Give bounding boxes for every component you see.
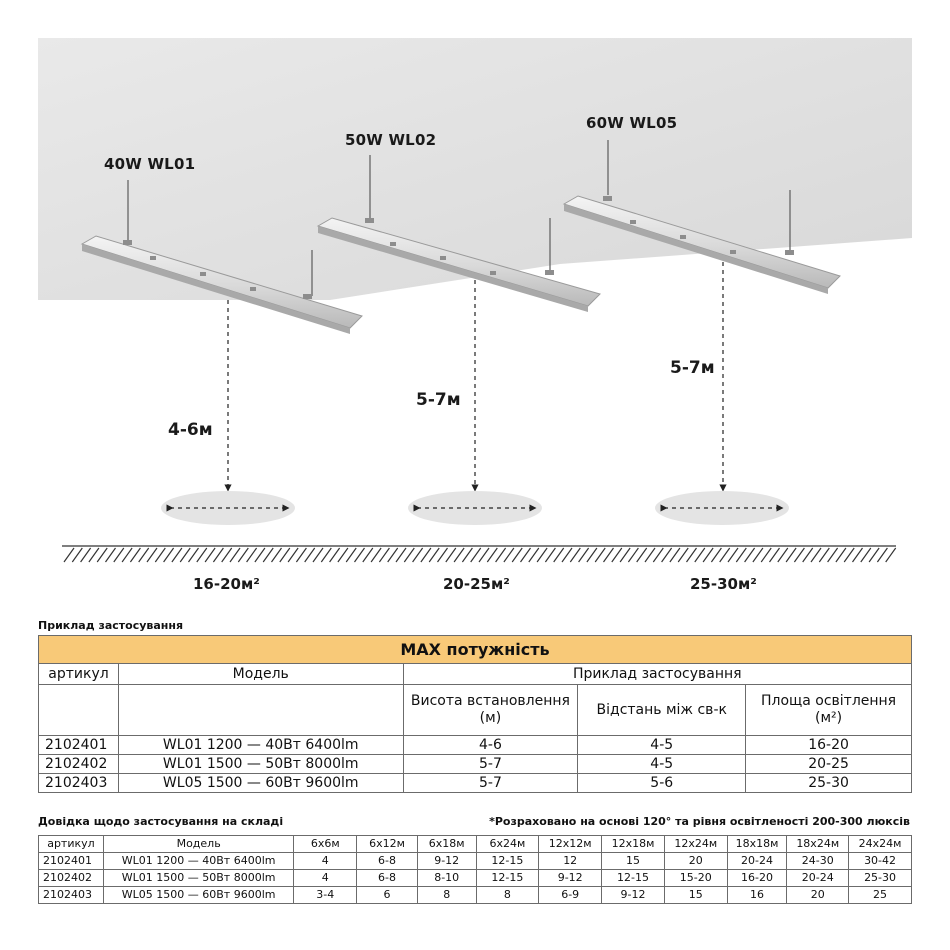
header-cell-2: 6х6м <box>294 836 357 853</box>
table-row <box>39 755 912 774</box>
floor-hatch-mark <box>122 548 132 562</box>
header-cell-9: 18х18м <box>727 836 787 853</box>
height-label-3: 5-7м <box>670 358 715 378</box>
cell-model: WL01 1500 — 50Вт 8000lm <box>118 755 403 774</box>
floor-hatch-mark <box>794 548 804 562</box>
cell-spacing: 4-5 <box>578 755 746 774</box>
cell-spacing: 5-6 <box>578 774 746 793</box>
empty-cell <box>118 685 403 736</box>
floor-hatch-mark <box>604 548 614 562</box>
cell-6: 6-9 <box>539 887 602 904</box>
height-label-1: 4-6м <box>168 420 213 440</box>
floor-hatch-mark <box>396 548 406 562</box>
table-row <box>39 887 912 904</box>
floor-hatch-mark <box>786 548 796 562</box>
table-row <box>39 774 912 793</box>
floor-hatch-mark <box>745 548 755 562</box>
floor-hatch-mark <box>645 548 655 562</box>
cell-11: 30-42 <box>849 853 912 870</box>
floor-hatch-mark <box>363 548 373 562</box>
floor-hatch-mark <box>81 548 91 562</box>
floor-hatch-mark <box>462 548 472 562</box>
floor-hatch-mark <box>620 548 630 562</box>
cell-area: 16-20 <box>746 736 912 755</box>
cell-0: 2102401 <box>39 853 104 870</box>
table-row <box>39 870 912 887</box>
floor-hatch-mark <box>828 548 838 562</box>
floor-hatch-mark <box>313 548 323 562</box>
floor-hatch-mark <box>562 548 572 562</box>
floor-hatch-mark <box>570 548 580 562</box>
table-row <box>39 853 912 870</box>
floor-hatch-mark <box>703 548 713 562</box>
area-label-1: 16-20м² <box>193 575 260 593</box>
col-model: Модель <box>118 664 403 685</box>
floor-line <box>62 546 896 562</box>
cell-spacing: 4-5 <box>578 736 746 755</box>
floor-hatch-mark <box>130 548 140 562</box>
cell-model: WL05 1500 — 60Вт 9600lm <box>118 774 403 793</box>
cell-height: 4-6 <box>403 736 578 755</box>
floor-hatch-mark <box>687 548 697 562</box>
cell-9: 20-24 <box>727 853 787 870</box>
floor-hatch-mark <box>106 548 116 562</box>
floor-hatch-mark <box>537 548 547 562</box>
cell-0: 2102402 <box>39 870 104 887</box>
floor-hatch-mark <box>213 548 223 562</box>
floor-hatch-mark <box>886 548 896 562</box>
floor-hatch-mark <box>305 548 315 562</box>
floor-hatch-mark <box>429 548 439 562</box>
cell-height: 5-7 <box>403 755 578 774</box>
floor-hatch-mark <box>487 548 497 562</box>
floor-hatch-mark <box>761 548 771 562</box>
floor-hatch-mark <box>720 548 730 562</box>
cell-10: 24-30 <box>787 853 849 870</box>
table-header-row <box>39 836 912 853</box>
header-cell-4: 6х18м <box>417 836 476 853</box>
area-label-3: 25-30м² <box>690 575 757 593</box>
floor-hatch-mark <box>89 548 99 562</box>
cell-7: 12-15 <box>602 870 665 887</box>
floor-hatch-mark <box>189 548 199 562</box>
floor-hatch-mark <box>803 548 813 562</box>
cell-2: 4 <box>294 870 357 887</box>
cell-6: 9-12 <box>539 870 602 887</box>
floor-hatch-mark <box>255 548 265 562</box>
cell-2: 4 <box>294 853 357 870</box>
cell-1: WL01 1200 — 40Вт 6400lm <box>103 853 294 870</box>
cell-article: 2102403 <box>39 774 119 793</box>
floor-hatch-mark <box>778 548 788 562</box>
floor-hatch-mark <box>819 548 829 562</box>
floor-hatch-mark <box>529 548 539 562</box>
lamp-label-1: 40W WL01 <box>104 155 196 173</box>
floor-hatch-mark <box>877 548 887 562</box>
cell-0: 2102403 <box>39 887 104 904</box>
warehouse-note: *Розраховано на основі 120° та рівня освітленості 200-300 люксів <box>489 815 910 828</box>
floor-hatch-mark <box>72 548 82 562</box>
floor-hatch-mark <box>736 548 746 562</box>
max-power-table <box>38 635 912 793</box>
floor-hatch-mark <box>512 548 522 562</box>
floor-hatch-mark <box>521 548 531 562</box>
header-cell-5: 6х24м <box>476 836 539 853</box>
cell-article: 2102401 <box>39 736 119 755</box>
floor-hatch-mark <box>853 548 863 562</box>
floor-hatch-mark <box>628 548 638 562</box>
floor-hatch-mark <box>678 548 688 562</box>
cell-8: 20 <box>664 853 727 870</box>
cell-height: 5-7 <box>403 774 578 793</box>
empty-cell <box>39 685 119 736</box>
cell-4: 8-10 <box>417 870 476 887</box>
col-application: Приклад застосування <box>403 664 912 685</box>
floor-hatch-mark <box>662 548 672 562</box>
floor-hatch-mark <box>263 548 273 562</box>
floor-hatch-mark <box>479 548 489 562</box>
floor-hatch-mark <box>97 548 107 562</box>
cell-9: 16-20 <box>727 870 787 887</box>
floor-hatch-mark <box>612 548 622 562</box>
floor-hatch-mark <box>180 548 190 562</box>
cell-5: 12-15 <box>476 870 539 887</box>
floor-hatch-mark <box>230 548 240 562</box>
floor-hatch-mark <box>446 548 456 562</box>
floor-hatch-mark <box>330 548 340 562</box>
cell-2: 3-4 <box>294 887 357 904</box>
floor-hatch-mark <box>388 548 398 562</box>
floor-hatch-mark <box>653 548 663 562</box>
floor-hatch-mark <box>844 548 854 562</box>
floor-hatch-mark <box>637 548 647 562</box>
floor-hatch-mark <box>504 548 514 562</box>
cell-4: 9-12 <box>417 853 476 870</box>
area-label-2: 20-25м² <box>443 575 510 593</box>
floor-hatch-mark <box>296 548 306 562</box>
floor-hatch-mark <box>753 548 763 562</box>
floor-hatch-mark <box>695 548 705 562</box>
cell-area: 20-25 <box>746 755 912 774</box>
cell-3: 6-8 <box>357 870 418 887</box>
lamp-label-3: 60W WL05 <box>586 114 678 132</box>
cell-10: 20-24 <box>787 870 849 887</box>
floor-hatch-mark <box>545 548 555 562</box>
col-article: артикул <box>39 664 119 685</box>
floor-hatch-mark <box>413 548 423 562</box>
header-cell-0: артикул <box>39 836 104 853</box>
floor-hatch-mark <box>869 548 879 562</box>
floor-hatch-mark <box>346 548 356 562</box>
warehouse-caption: Довідка щодо застосування на складі <box>38 815 284 828</box>
cell-8: 15-20 <box>664 870 727 887</box>
floor-hatch-mark <box>172 548 182 562</box>
col-spacing: Відстань між св-к <box>578 685 746 736</box>
col-area: Площа освітлення (м²) <box>746 685 912 736</box>
floor-hatch-mark <box>836 548 846 562</box>
cell-5: 8 <box>476 887 539 904</box>
warehouse-table <box>38 835 912 904</box>
cell-area: 25-30 <box>746 774 912 793</box>
header-cell-1: Модель <box>103 836 294 853</box>
lamp-label-2: 50W WL02 <box>345 131 437 149</box>
floor-hatch-mark <box>770 548 780 562</box>
header-cell-8: 12х24м <box>664 836 727 853</box>
cell-11: 25 <box>849 887 912 904</box>
floor-hatch-mark <box>379 548 389 562</box>
floor-hatch-mark <box>438 548 448 562</box>
cell-6: 12 <box>539 853 602 870</box>
floor-hatch-mark <box>114 548 124 562</box>
header-cell-11: 24х24м <box>849 836 912 853</box>
floor-hatch-mark <box>338 548 348 562</box>
floor-hatch-mark <box>272 548 282 562</box>
cell-4: 8 <box>417 887 476 904</box>
floor-hatch-mark <box>595 548 605 562</box>
cell-10: 20 <box>787 887 849 904</box>
cell-7: 15 <box>602 853 665 870</box>
cell-1: WL05 1500 — 60Вт 9600lm <box>103 887 294 904</box>
cell-article: 2102402 <box>39 755 119 774</box>
header-cell-6: 12х12м <box>539 836 602 853</box>
floor-hatch-mark <box>579 548 589 562</box>
floor-hatch-mark <box>454 548 464 562</box>
floor-hatch-mark <box>670 548 680 562</box>
cell-7: 9-12 <box>602 887 665 904</box>
floor-hatch-mark <box>496 548 506 562</box>
cell-8: 15 <box>664 887 727 904</box>
floor-hatch-mark <box>205 548 215 562</box>
floor-hatch-mark <box>421 548 431 562</box>
floor-hatch-mark <box>728 548 738 562</box>
floor-hatch-mark <box>861 548 871 562</box>
cell-3: 6-8 <box>357 853 418 870</box>
header-cell-3: 6х12м <box>357 836 418 853</box>
floor-hatch-mark <box>64 548 74 562</box>
cell-9: 16 <box>727 887 787 904</box>
floor-hatch-mark <box>554 548 564 562</box>
floor-hatch-mark <box>371 548 381 562</box>
floor-hatch-mark <box>288 548 298 562</box>
floor-hatch-mark <box>247 548 257 562</box>
table-row <box>39 736 912 755</box>
floor-hatch-mark <box>147 548 157 562</box>
col-mount-height: Висота встановлення (м) <box>403 685 578 736</box>
floor-hatch-mark <box>155 548 165 562</box>
floor-hatch-mark <box>355 548 365 562</box>
floor-hatch-mark <box>164 548 174 562</box>
floor-hatch-mark <box>238 548 248 562</box>
floor-hatch-mark <box>404 548 414 562</box>
floor-hatch-mark <box>321 548 331 562</box>
floor-hatch-mark <box>222 548 232 562</box>
cell-11: 25-30 <box>849 870 912 887</box>
light-spots <box>161 491 789 525</box>
height-label-2: 5-7м <box>416 390 461 410</box>
floor-hatch-mark <box>280 548 290 562</box>
header-cell-10: 18х24м <box>787 836 849 853</box>
cell-1: WL01 1500 — 50Вт 8000lm <box>103 870 294 887</box>
floor-hatch-mark <box>587 548 597 562</box>
cell-5: 12-15 <box>476 853 539 870</box>
header-cell-7: 12х18м <box>602 836 665 853</box>
example-caption: Приклад застосування <box>38 619 184 632</box>
floor-hatch-mark <box>811 548 821 562</box>
floor-hatch-mark <box>711 548 721 562</box>
floor-hatch-mark <box>471 548 481 562</box>
table-title: MAX потужність <box>39 636 912 664</box>
cell-3: 6 <box>357 887 418 904</box>
floor-hatch-mark <box>197 548 207 562</box>
floor-hatch-mark <box>139 548 149 562</box>
cell-model: WL01 1200 — 40Вт 6400lm <box>118 736 403 755</box>
